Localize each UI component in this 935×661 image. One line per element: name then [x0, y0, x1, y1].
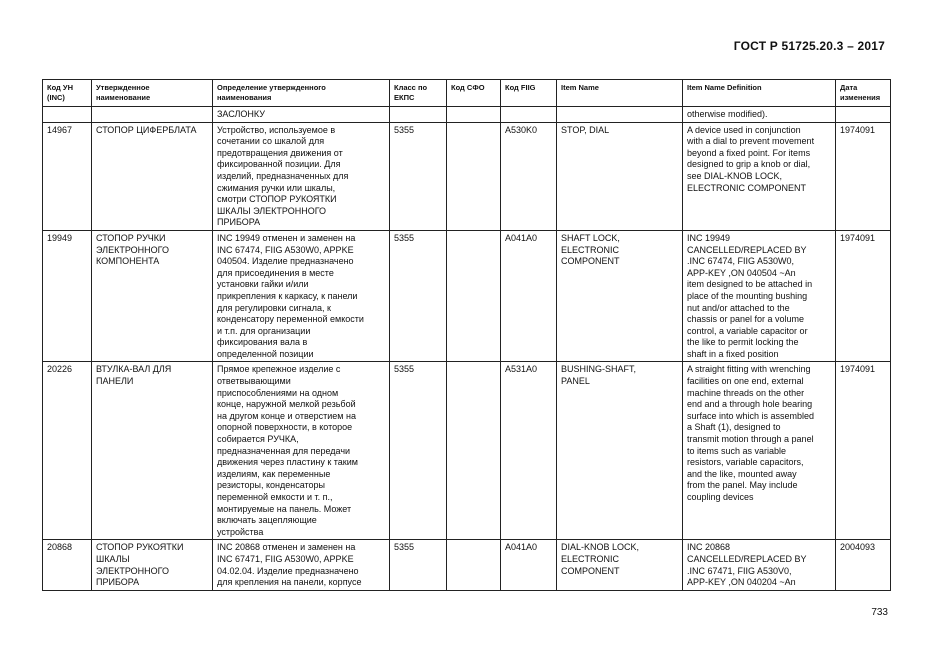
cell-inc: 20226 [43, 362, 92, 540]
cell-sfo [447, 107, 501, 123]
cell-definition-ru: ЗАСЛОНКУ [213, 107, 390, 123]
table-row [43, 540, 891, 590]
cell-sfo [447, 540, 501, 590]
cell-item-name: SHAFT LOCK, ELECTRONIC COMPONENT [557, 230, 683, 362]
cell-sfo [447, 362, 501, 540]
col-header-class-ekps: Класс по ЕКПС [390, 80, 447, 107]
col-header-item-name: Item Name [557, 80, 683, 107]
cell-item-name [557, 107, 683, 123]
cell-fiig [501, 107, 557, 123]
cell-definition-ru: Прямое крепежное изделие с ответвывающими приспособлениями на одном конце, наружной мелкой резьбой на другом конце и отверстием на опорной поверхности, в которое собирается РУЧКА, предназначенная для передачи движения через пластину к таким изделиям, как переменные резисторы, конденсаторы переменной емкости и т. п., монтируемые на панель. Может включать зацепляющие устройства [213, 362, 390, 540]
cell-inc: 19949 [43, 230, 92, 362]
col-header-definition-ru: Определение утвержденного наименования [213, 80, 390, 107]
cell-inc [43, 107, 92, 123]
cell-fiig: A530K0 [501, 122, 557, 230]
cell-sfo [447, 122, 501, 230]
col-header-date: Дата изменения [836, 80, 891, 107]
cell-date: 1974091 [836, 362, 891, 540]
cell-class-ekps: 5355 [390, 230, 447, 362]
cell-fiig: A041A0 [501, 540, 557, 590]
table-row-continuation [43, 107, 891, 123]
col-header-name-ru: Утвержденное наименование [92, 80, 213, 107]
cell-definition-en: A straight fitting with wrenching facilities on one end, external machine threads on the other end and a through hole bearing surface into which is assembled a Shaft (1), designed to transmit motion through a panel to items such as variable resistors, variable capacitors, and the like, mounted away from the panel. May include coupling devices [683, 362, 836, 540]
cell-class-ekps: 5355 [390, 362, 447, 540]
cell-date: 1974091 [836, 230, 891, 362]
cell-item-name: STOP, DIAL [557, 122, 683, 230]
cell-class-ekps [390, 107, 447, 123]
cell-definition-en: INC 19949 CANCELLED/REPLACED BY .INC 67474, FIIG A530W0, APP-KEY ,ON 040504 ~An item designed to be attached in place of the mounting bushing nut and/or attached to the chassis or panel for a volume control, a variable capacitor or the like to permit locking the shaft in a fixed position [683, 230, 836, 362]
cell-definition-ru: Устройство, используемое в сочетании со шкалой для предотвращения движения от фиксированной позиции. Для изделий, предназначенных для сжимания ручки или шкалы, смотри СТОПОР РУКОЯТКИ ШКАЛЫ ЭЛЕКТРОННОГО ПРИБОРА [213, 122, 390, 230]
cell-definition-ru: INC 20868 отменен и заменен на INC 67471, FIIG A530W0, APPKE 04.02.04. Изделие предназначено для крепления на панели, корпусе [213, 540, 390, 590]
table-row [43, 362, 891, 540]
cell-item-name: DIAL-KNOB LOCK, ELECTRONIC COMPONENT [557, 540, 683, 590]
cell-definition-ru: INC 19949 отменен и заменен на INC 67474, FIIG A530W0, APPKE 040504. Изделие предназначено для присоединения в месте установки гайки и/или прикрепления к каркасу, к панели для регулировки сигнала, к конденсатору переменной емкости и т.п. для организации фиксирования вала в определенной позиции [213, 230, 390, 362]
col-header-fiig: Код FIIG [501, 80, 557, 107]
cell-class-ekps: 5355 [390, 122, 447, 230]
cell-inc: 20868 [43, 540, 92, 590]
item-names-table [42, 79, 891, 591]
table-header-row [43, 80, 891, 107]
cell-sfo [447, 230, 501, 362]
cell-name-ru [92, 107, 213, 123]
cell-definition-en: A device used in conjunction with a dial to prevent movement beyond a fixed point. For items designed to grip a knob or dial, see DIAL-KNOB LOCK, ELECTRONIC COMPONENT [683, 122, 836, 230]
col-header-sfo: Код СФО [447, 80, 501, 107]
cell-definition-en: INC 20868 CANCELLED/REPLACED BY .INC 67471, FIIG A530V0, APP-KEY ,ON 040204 ~An [683, 540, 836, 590]
cell-inc: 14967 [43, 122, 92, 230]
cell-date [836, 107, 891, 123]
cell-name-ru: СТОПОР ЦИФЕРБЛАТА [92, 122, 213, 230]
col-header-inc: Код УН (INC) [43, 80, 92, 107]
cell-fiig: A531A0 [501, 362, 557, 540]
cell-class-ekps: 5355 [390, 540, 447, 590]
cell-date: 1974091 [836, 122, 891, 230]
cell-name-ru: СТОПОР РУЧКИ ЭЛЕКТРОННОГО КОМПОНЕНТА [92, 230, 213, 362]
cell-fiig: A041A0 [501, 230, 557, 362]
cell-date: 2004093 [836, 540, 891, 590]
col-header-item-name-definition: Item Name Definition [683, 80, 836, 107]
document-code: ГОСТ Р 51725.20.3 – 2017 [733, 39, 885, 53]
cell-name-ru: ВТУЛКА-ВАЛ ДЛЯ ПАНЕЛИ [92, 362, 213, 540]
table-row [43, 230, 891, 362]
page-number: 733 [871, 607, 888, 618]
table-row [43, 122, 891, 230]
cell-definition-en: otherwise modified). [683, 107, 836, 123]
cell-name-ru: СТОПОР РУКОЯТКИ ШКАЛЫ ЭЛЕКТРОННОГО ПРИБОРА [92, 540, 213, 590]
cell-item-name: BUSHING-SHAFT, PANEL [557, 362, 683, 540]
